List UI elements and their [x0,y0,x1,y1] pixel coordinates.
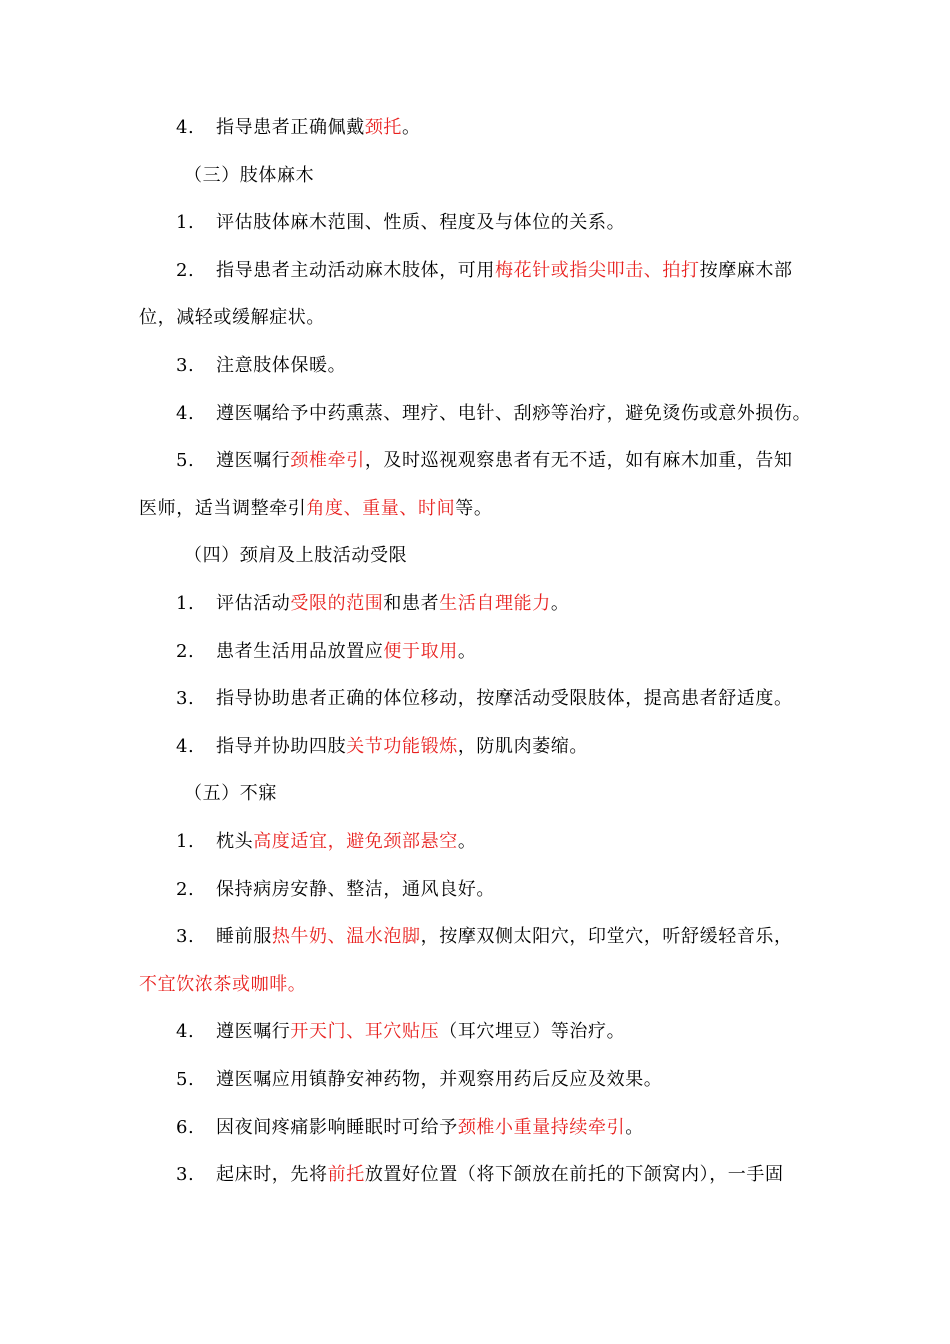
text-segment: 评估活动 [216,593,291,614]
text-segment: 因夜间疼痛影响睡眠时可给予 [216,1116,458,1138]
highlighted-text: 梅花针或指尖叩击、拍打 [495,259,700,281]
line-text [184,544,407,568]
list-item-number: 1. [176,212,195,234]
highlighted-text: 便于取用 [383,640,458,662]
text-segment: 指导并协助四肢 [216,735,347,757]
text-segment: 指导患者正确佩戴 [216,117,365,138]
line-text [216,402,811,426]
line-text [139,497,492,521]
text-segment: 患者生活用品放置应 [216,640,384,662]
text-segment: 起床时，先将 [216,1164,328,1186]
highlighted-text: 颈椎小重量持续牵引 [457,1116,626,1138]
line-text [216,878,495,902]
highlighted-text: 前托 [327,1164,365,1186]
text-segment: 指导患者主动活动麻木肢体，可用 [216,259,495,281]
text-segment: 注意肢体保暖。 [216,355,347,376]
list-item-number: 3. [176,1164,195,1186]
highlighted-text: 关节功能锻炼 [346,735,458,757]
line-text [184,782,277,806]
text-segment: 指导协助患者正确的体位移动，按摩活动受限肢体，提高患者舒适度。 [216,688,793,710]
line-text [139,973,306,997]
text-segment: （四）颈肩及上肢活动受限 [184,545,408,567]
line-text [216,687,793,711]
line-text [216,116,421,140]
list-item-number: 2. [176,878,195,900]
line-text [216,830,476,854]
text-segment: 。 [625,1116,644,1138]
list-item-number: 5. [176,1069,195,1090]
list-item-number: 3. [176,688,195,710]
list-item-number: 4. [176,402,195,424]
highlighted-text: 角度、重量、时间 [306,497,456,519]
list-item-number: 1. [176,831,195,852]
text-segment: 枕头 [216,831,254,852]
highlighted-text: 高度适宜，避免颈部悬空 [253,831,458,852]
text-segment: ，及时巡视观察患者有无不适，如有麻木加重，告知 [364,450,793,472]
list-item-number: 2. [176,640,195,662]
list-item-number: 1. [176,593,195,614]
highlighted-text: 颈托 [364,117,403,138]
text-segment: （三）肢体麻木 [184,164,315,186]
text-segment: 放置好位置（将下颌放在前托的下颌窝内），一手固 [364,1164,784,1186]
line-text [216,1068,662,1092]
highlighted-text: 热牛奶、温水泡脚 [271,926,421,948]
highlighted-text: 颈椎牵引 [290,450,365,472]
list-item-number: 5. [176,450,195,472]
text-segment: 按摩麻木部 [699,259,793,281]
list-item-number: 6. [176,1116,195,1138]
list-item-number: 3. [176,926,195,948]
highlighted-text: 不宜饮浓茶或咖啡。 [139,973,307,995]
list-item-number: 4. [176,1021,195,1043]
text-segment: 和患者 [383,593,440,614]
line-text [216,1020,625,1044]
text-segment: 。 [402,117,421,138]
line-text [216,211,625,235]
text-segment: （耳穴埋豆）等治疗。 [439,1021,626,1043]
text-segment: 等。 [455,497,493,519]
list-item-number: 2. [176,259,195,281]
text-segment: 。 [457,640,477,662]
line-text [216,1116,644,1140]
text-segment: 遵医嘱行 [216,450,291,472]
highlighted-text: 开天门、耳穴贴压 [290,1021,440,1043]
line-text [184,164,314,188]
text-segment: 。 [457,831,477,852]
text-segment: 睡前服 [216,926,272,948]
line-text [216,354,346,378]
list-item-number: 3. [176,355,195,376]
list-item-number: 4. [176,117,195,138]
text-segment: 遵医嘱行 [216,1021,291,1043]
text-segment: 遵医嘱应用镇静安神药物，并观察用药后反应及效果。 [216,1069,663,1090]
highlighted-text: 生活自理能力 [439,593,551,614]
text-segment: 医师，适当调整牵引 [139,497,307,519]
text-segment: （五）不寐 [184,783,277,805]
text-segment: ，防肌肉萎缩。 [457,735,589,757]
line-text [216,735,588,759]
text-segment: 保持病房安静、整洁，通风良好。 [216,878,495,900]
line-text [216,925,793,949]
line-text [216,1163,784,1187]
text-segment: 。 [550,593,570,614]
line-text [216,592,569,616]
line-text [216,640,476,664]
text-segment: ，按摩双侧太阳穴，印堂穴，听舒缓轻音乐， [420,926,793,948]
highlighted-text: 受限的范围 [290,593,384,614]
text-segment: 位，减轻或缓解症状。 [139,307,325,329]
text-segment: 遵医嘱给予中药熏蒸、理疗、电针、刮痧等治疗，避免烫伤或意外损伤。 [216,402,812,424]
line-text [216,259,793,283]
list-item-number: 4. [176,735,195,757]
text-segment: 评估肢体麻木范围、性质、程度及与体位的关系。 [216,212,626,234]
line-text [139,306,325,330]
line-text [216,449,793,473]
